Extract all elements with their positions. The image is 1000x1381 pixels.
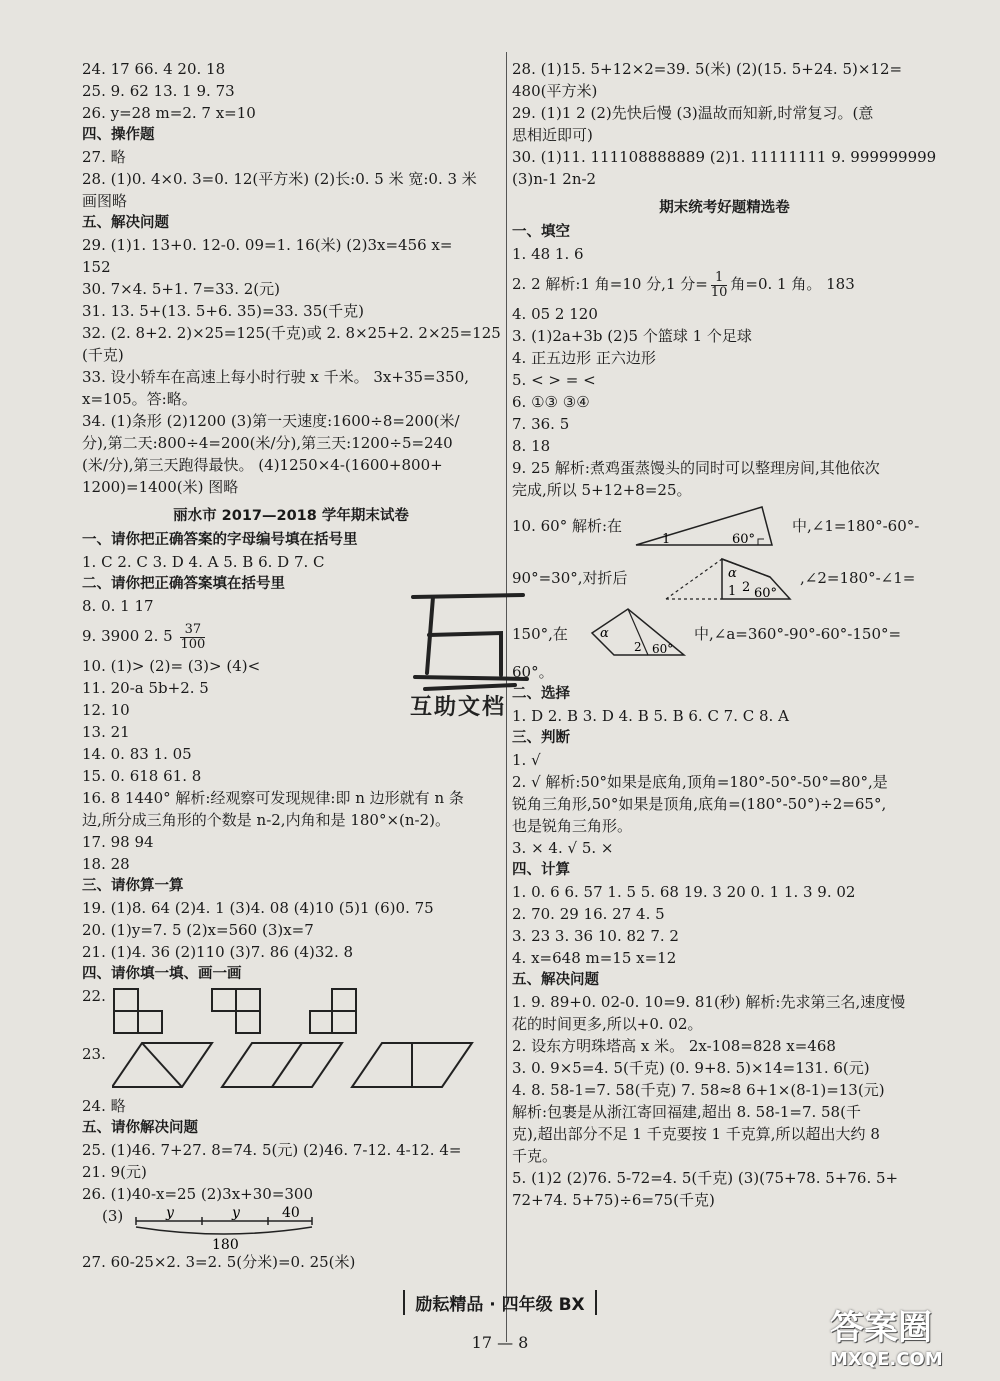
net-square — [332, 1011, 356, 1033]
answer-line: (3)n-1 2n-2 — [512, 170, 597, 188]
answer-line: 8. 18 — [512, 437, 551, 455]
answer-line: 1. D 2. B 3. D 4. B 5. B 6. C 7. C 8. A — [512, 707, 789, 725]
section-heading: 三、请你算一算 — [82, 878, 184, 894]
answer-line: 4. 8. 58-1=7. 58(千克) 7. 58≈8 6+1×(8-1)=13(元) — [512, 1081, 885, 1099]
answer-line: 也是锐角三角形。 — [512, 817, 633, 835]
answer-line: 边,所分成三角形的个数是 n-2,内角和是 180°×(n-2)。 — [82, 811, 451, 829]
answer-line: 克),超出部分不足 1 千克要按 1 千克算,所以超出大约 8 — [512, 1125, 880, 1143]
net-square — [114, 1011, 138, 1033]
fraction-denominator: 10 — [710, 284, 728, 300]
answer-line — [82, 1039, 500, 1095]
answer-line — [512, 501, 937, 551]
answer-line: (米/分),第三天跑得最快。 (4)1250×4-(1600+800+ — [82, 456, 443, 474]
fraction-denominator: 100 — [180, 636, 206, 652]
diagonal — [142, 1043, 182, 1087]
net-square — [212, 989, 236, 1011]
angle-label: 2 — [634, 640, 642, 654]
segment-total: 180 — [212, 1237, 239, 1251]
answer-line: 3. (1)2a+3b (2)5 个篮球 1 个足球 — [512, 327, 752, 345]
section-heading: 三、判断 — [512, 730, 570, 746]
angle-label: 1 — [728, 584, 737, 599]
angle-label: 60° — [732, 532, 756, 547]
answer-line: 27. 略 — [82, 148, 126, 166]
parallelogram — [222, 1043, 342, 1087]
divider-line — [272, 1043, 302, 1087]
right-column — [512, 58, 937, 1211]
answer-line: 1. 48 1. 6 — [512, 245, 584, 263]
answer-line: 1. 9. 89+0. 02-0. 10=9. 81(秒) 解析:先求第三名,速度慢 — [512, 993, 906, 1011]
corner-logo-url: MXQE.COM — [830, 1349, 943, 1370]
answer-line: 4. x=648 m=15 x=12 — [512, 949, 677, 967]
answer-text: 10. 60° 解析:在 — [512, 517, 623, 535]
answer-line: 31. 13. 5+(13. 5+6. 35)=33. 35(千克) — [82, 302, 364, 320]
section-heading: 一、请你把正确答案的字母编号填在括号里 — [82, 532, 358, 548]
net-square — [332, 989, 356, 1011]
parallelogram-figures — [112, 1041, 492, 1093]
answer-line: 29. (1)1 2 (2)先快后慢 (3)温故而知新,时常复习。(意 — [512, 104, 874, 122]
answer-line: 26. (1)40-x=25 (2)3x+30=300 — [82, 1185, 314, 1203]
answer-line: 24. 17 66. 4 20. 18 — [82, 60, 226, 78]
answer-line: 72+74. 5+75)÷6=75(千克) — [512, 1191, 715, 1209]
watermark-logo — [405, 585, 535, 745]
net-square — [114, 989, 138, 1011]
answer-line: 花的时间更多,所以+0. 02。 — [512, 1015, 703, 1033]
net-square — [236, 1011, 260, 1033]
section-heading: 五、解决问题 — [82, 215, 169, 231]
answer-line: 21. 9(元) — [82, 1163, 147, 1181]
triangle-figure — [632, 503, 782, 549]
answer-line: x=105。答:略。 — [82, 390, 197, 408]
angle-label: 2 — [742, 580, 751, 595]
answer-line: 13. 21 — [82, 723, 130, 741]
watermark-text: 互助文档 — [410, 695, 507, 720]
answer-line: 34. (1)条形 (2)1200 (3)第一天速度:1600÷8=200(米/ — [82, 412, 460, 430]
answer-line: 4. 05 2 120 — [512, 305, 598, 323]
answer-text: 150°,在 — [512, 625, 568, 643]
sub-question: (3) — [102, 1207, 124, 1225]
answer-line: 30. (1)11. 111108888889 (2)1. 11111111 9. 999999999 — [512, 148, 937, 166]
answer-line — [82, 1205, 500, 1251]
fraction-numerator: 1 — [711, 271, 728, 286]
answer-line: 480(平方米) — [512, 82, 598, 100]
answer-line: 32. (2. 8+2. 2)×25=125(千克)或 2. 8×25+2. 2×25=125 — [82, 324, 501, 342]
answer-line: 锐角三角形,50°如果是顶角,底角=(180°-50°)÷2=65°, — [512, 795, 887, 813]
answer-text: 90°=30°,对折后 — [512, 569, 628, 587]
fraction — [180, 623, 205, 652]
answer-line: 25. (1)46. 7+27. 8=74. 5(元) (2)46. 7-12. 4-12. 4= — [82, 1141, 462, 1159]
answer-line: 152 — [82, 258, 111, 276]
answer-line: 15. 0. 618 61. 8 — [82, 767, 202, 785]
angle-label: α — [728, 566, 737, 581]
answer-line: 6. ①③ ③④ — [512, 393, 590, 411]
section-heading: 四、计算 — [512, 862, 570, 878]
question-number: 22. — [82, 987, 106, 1005]
section-heading: 四、操作题 — [82, 127, 155, 143]
answer-line: 3. 0. 9×5=4. 5(千克) (0. 9+8. 5)×14=131. 6(元) — [512, 1059, 870, 1077]
answer-line — [512, 265, 937, 303]
answer-text: ,∠2=180°-∠1= — [800, 569, 916, 587]
answer-line: 分),第二天:800÷4=200(米/分),第三天:1200÷5=240 — [82, 434, 453, 452]
cube-net-figures — [112, 987, 482, 1037]
section-heading: 二、选择 — [512, 686, 570, 702]
answer-line: 5. < > = < — [512, 371, 596, 389]
answer-line: 完成,所以 5+12+8=25。 — [512, 481, 692, 499]
answer-line: 16. 8 1440° 解析:经观察可发现规律:即 n 边形就有 n 条 — [82, 789, 464, 807]
answer-line: 19. (1)8. 64 (2)4. 1 (3)4. 08 (4)10 (5)1 (6)0. 75 — [82, 899, 434, 917]
exam-title: 期末统考好题精选卷 — [659, 200, 790, 216]
answer-text: 角=0. 1 角。 183 — [730, 275, 855, 293]
section-heading: 一、填空 — [512, 224, 570, 240]
folded-triangle-figure — [662, 553, 792, 603]
fraction — [711, 271, 728, 300]
answer-line: 30. 7×4. 5+1. 7=33. 2(元) — [82, 280, 280, 298]
corner-logo — [830, 1300, 990, 1375]
angle-label: α — [600, 626, 609, 641]
section-heading: 五、请你解决问题 — [82, 1120, 198, 1136]
answer-line: 60°。 — [512, 663, 554, 681]
net-square — [310, 1011, 332, 1033]
answer-line: 2. 设东方明珠塔高 x 米。 2x-108=828 x=468 — [512, 1037, 836, 1055]
angle-label: 60° — [652, 642, 674, 656]
answer-line: 7. 36. 5 — [512, 415, 570, 433]
answer-line: 11. 20-a 5b+2. 5 — [82, 679, 209, 697]
answer-line — [512, 551, 937, 605]
answer-line: 1. √ — [512, 751, 541, 769]
answer-line: 千克。 — [512, 1147, 558, 1165]
section-heading: 二、请你把正确答案填在括号里 — [82, 576, 285, 592]
answer-line: 25. 9. 62 13. 1 9. 73 — [82, 82, 235, 100]
angle-label: 1 — [662, 532, 671, 547]
answer-line: 20. (1)y=7. 5 (2)x=560 (3)x=7 — [82, 921, 314, 939]
answer-text: 中,∠a=360°-90°-60°-150°= — [694, 625, 902, 643]
answer-line: 8. 0. 1 17 — [82, 597, 154, 615]
section-heading: 四、请你填一填、画一画 — [82, 966, 242, 982]
answer-text: 中,∠1=180°-60°- — [792, 517, 920, 535]
answer-line: 18. 28 — [82, 855, 130, 873]
answer-line: 2. 70. 29 16. 27 4. 5 — [512, 905, 665, 923]
answer-line: 33. 设小轿车在高速上每小时行驶 x 千米。 3x+35=350, — [82, 368, 470, 386]
answer-line: 9. 25 解析:煮鸡蛋蒸馒头的同时可以整理房间,其他依次 — [512, 459, 880, 477]
net-square — [138, 1011, 162, 1033]
answer-line: 28. (1)15. 5+12×2=39. 5(米) (2)(15. 5+24. 5)×12= — [512, 60, 903, 78]
section-heading: 五、解决问题 — [512, 972, 599, 988]
answer-line: 21. (1)4. 36 (2)110 (3)7. 86 (4)32. 8 — [82, 943, 354, 961]
segment-diagram — [132, 1205, 322, 1251]
answer-line: 14. 0. 83 1. 05 — [82, 745, 192, 763]
answer-line: 5. (1)2 (2)76. 5-72=4. 5(千克) (3)(75+78. 5+76. 5+ — [512, 1169, 899, 1187]
answer-line: 26. y=28 m=2. 7 x=10 — [82, 104, 256, 122]
answer-line: 10. (1)> (2)= (3)> (4)< — [82, 657, 261, 675]
answer-line: 3. 23 3. 36 10. 82 7. 2 — [512, 927, 679, 945]
answer-line: (千克) — [82, 346, 124, 364]
answer-line: 27. 60-25×2. 3=2. 5(分米)=0. 25(米) — [82, 1253, 356, 1271]
answer-line: 1. 0. 6 6. 57 1. 5 5. 68 19. 3 20 0. 1 1. 3 9. 02 — [512, 883, 856, 901]
series-brand: 励耘精品 · 四年级 BX — [403, 1290, 596, 1315]
segment-label: y — [232, 1205, 240, 1221]
segment-label: y — [166, 1205, 174, 1221]
answer-line: 画图略 — [82, 192, 128, 210]
answer-line: 3. × 4. √ 5. × — [512, 839, 614, 857]
net-square — [236, 989, 260, 1011]
angle-label: 60° — [754, 586, 778, 601]
answer-line — [82, 985, 500, 1039]
answer-line: 28. (1)0. 4×0. 3=0. 12(平方米) (2)长:0. 5 米 宽:0. 3 米 — [82, 170, 477, 188]
answer-line — [512, 605, 937, 661]
segment-label: 40 — [282, 1205, 300, 1221]
answer-line: 29. (1)1. 13+0. 12-0. 09=1. 16(米) (2)3x=456 x= — [82, 236, 453, 254]
fraction-numerator: 37 — [180, 623, 205, 638]
answer-text: 9. 3900 2. 5 — [82, 627, 173, 645]
answer-line: 解析:包裹是从浙江寄回福建,超出 8. 58-1=7. 58(千 — [512, 1103, 861, 1121]
answer-line: 24. 略 — [82, 1097, 126, 1115]
answer-line: 1. C 2. C 3. D 4. A 5. B 6. D 7. C — [82, 553, 325, 571]
answer-text: 2. 2 解析:1 角=10 分,1 分= — [512, 275, 708, 293]
answer-line: 1200)=1400(米) 图略 — [82, 478, 239, 496]
corner-logo-text: 答案圈 — [830, 1308, 932, 1348]
answer-line: 17. 98 94 — [82, 833, 154, 851]
answer-line: 思相近即可) — [512, 126, 593, 144]
answer-line: 2. √ 解析:50°如果是底角,顶角=180°-50°-50°=80°,是 — [512, 773, 888, 791]
answer-line: 4. 正五边形 正六边形 — [512, 349, 656, 367]
answer-line: 12. 10 — [82, 701, 130, 719]
exam-title: 丽水市 2017—2018 学年期末试卷 — [173, 508, 409, 524]
page-number: 17 — 8 — [471, 1333, 529, 1352]
quadrilateral-figure — [588, 607, 688, 659]
question-number: 23. — [82, 1045, 106, 1063]
